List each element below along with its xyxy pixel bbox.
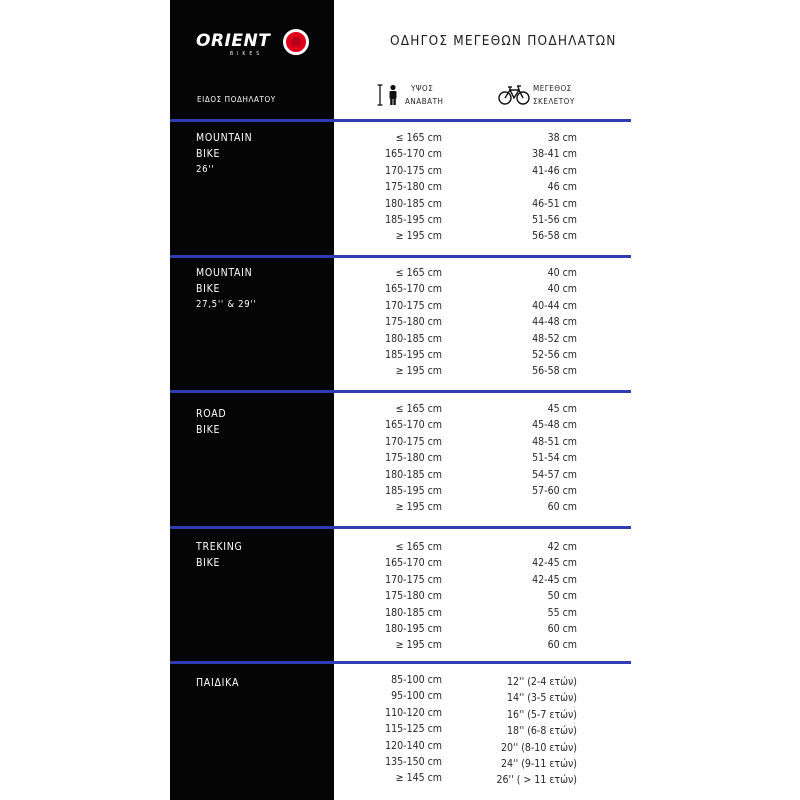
height-cell: 95-100 cm xyxy=(391,690,442,703)
section-label-line: 27,5'' & 29'' xyxy=(196,299,257,310)
height-cell: 175-180 cm xyxy=(385,316,442,329)
frame-cell: 16'' (5-7 ετών) xyxy=(507,708,577,721)
height-cell: 165-170 cm xyxy=(385,557,442,570)
frame-cell: 46-51 cm xyxy=(532,197,577,210)
rider-height-icon xyxy=(377,84,403,106)
frame-cell: 60 cm xyxy=(547,622,577,635)
section-divider xyxy=(170,390,631,393)
section-label-road xyxy=(196,407,226,438)
height-list xyxy=(354,672,442,787)
frame-column-header xyxy=(533,82,575,108)
frame-cell: 60 cm xyxy=(547,501,577,514)
section-label-line: BIKE xyxy=(196,556,221,569)
orient-logo xyxy=(196,27,312,67)
height-list xyxy=(354,130,442,245)
frame-list xyxy=(467,539,577,654)
page-title: ΟΔΗΓΟΣ ΜΕΓΕΘΩΝ ΠΟΔΗΛΑΤΩΝ xyxy=(390,33,617,49)
height-cell: 180-185 cm xyxy=(385,606,442,619)
section-label-line: BIKE xyxy=(196,423,221,436)
height-cell: 165-170 cm xyxy=(385,419,442,432)
height-cell: 180-185 cm xyxy=(385,332,442,345)
height-cell: 185-195 cm xyxy=(385,213,442,226)
height-cell: 175-180 cm xyxy=(385,590,442,603)
height-cell: 110-120 cm xyxy=(385,706,442,719)
section-divider xyxy=(170,119,631,122)
frame-cell: 50 cm xyxy=(547,590,577,603)
height-column-header xyxy=(405,82,443,108)
bicycle-icon xyxy=(498,84,530,106)
frame-cell: 18'' (6-8 ετών) xyxy=(507,725,577,738)
frame-cell: 40-44 cm xyxy=(532,299,577,312)
frame-cell: 60 cm xyxy=(547,639,577,652)
section-label-kids xyxy=(196,676,239,692)
height-cell: 170-175 cm xyxy=(385,164,442,177)
height-cell: ≤ 165 cm xyxy=(395,132,442,144)
brand-name: ORIENT xyxy=(196,31,271,51)
section-label-line: BIKE xyxy=(196,147,221,160)
height-cell: ≤ 165 cm xyxy=(395,403,442,415)
frame-cell: 40 cm xyxy=(547,267,577,279)
height-cell: 180-195 cm xyxy=(385,622,442,635)
height-cell: 185-195 cm xyxy=(385,348,442,361)
height-list xyxy=(354,539,442,654)
height-list xyxy=(354,401,442,516)
frame-cell: 48-52 cm xyxy=(532,332,577,345)
frame-cell: 42 cm xyxy=(547,541,577,553)
section-label-treking xyxy=(196,540,243,571)
section-divider xyxy=(170,661,631,664)
frame-header-line1: ΜΕΓΕΘΟΣ xyxy=(533,84,572,93)
height-cell: 170-175 cm xyxy=(385,299,442,312)
height-cell: ≥ 195 cm xyxy=(395,639,442,652)
height-cell: ≥ 195 cm xyxy=(395,501,442,514)
height-cell: 175-180 cm xyxy=(385,181,442,194)
frame-header-line2: ΣΚΕΛΕΤΟΥ xyxy=(533,97,575,106)
height-cell: 170-175 cm xyxy=(385,435,442,448)
frame-cell: 38-41 cm xyxy=(532,148,577,161)
height-cell: ≥ 195 cm xyxy=(395,230,442,243)
frame-cell: 54-57 cm xyxy=(532,468,577,481)
height-cell: 115-125 cm xyxy=(385,723,442,736)
frame-cell: 51-56 cm xyxy=(532,213,577,226)
frame-list xyxy=(467,674,577,789)
section-divider xyxy=(170,255,631,258)
frame-cell: 24'' (9-11 ετών) xyxy=(501,757,577,770)
section-label-line: MOUNTAIN xyxy=(196,267,253,279)
section-label-line: TREKING xyxy=(196,541,243,553)
frame-cell: 20'' (8-10 ετών) xyxy=(501,741,577,754)
height-cell: 180-185 cm xyxy=(385,197,442,210)
frame-cell: 52-56 cm xyxy=(532,348,577,361)
height-cell: 165-170 cm xyxy=(385,148,442,161)
frame-cell: 55 cm xyxy=(547,606,577,619)
section-label-mountain-26 xyxy=(196,131,252,178)
height-header-line2: ΑΝΑΒΑΤΗ xyxy=(405,97,444,106)
section-label-line: ΠΑΙΔΙΚΑ xyxy=(196,677,240,689)
height-cell: 120-140 cm xyxy=(385,739,442,752)
frame-cell: 42-45 cm xyxy=(532,573,577,586)
height-cell: ≤ 165 cm xyxy=(395,541,442,553)
frame-cell: 12'' (2-4 ετών) xyxy=(507,676,577,688)
frame-cell: 26'' ( > 11 ετών) xyxy=(496,774,577,787)
height-header-line1: ΥΨΟΣ xyxy=(411,84,434,93)
frame-cell: 46 cm xyxy=(547,181,577,194)
height-cell: 165-170 cm xyxy=(385,283,442,296)
frame-cell: 45 cm xyxy=(547,403,577,415)
frame-cell: 38 cm xyxy=(547,132,577,144)
height-list xyxy=(354,265,442,380)
frame-cell: 51-54 cm xyxy=(532,452,577,465)
height-cell: ≥ 145 cm xyxy=(395,772,442,785)
height-cell: 85-100 cm xyxy=(391,674,442,686)
height-cell: 180-185 cm xyxy=(385,468,442,481)
height-cell: ≥ 195 cm xyxy=(395,365,442,378)
frame-cell: 57-60 cm xyxy=(532,484,577,497)
frame-cell: 14'' (3-5 ετών) xyxy=(507,692,577,705)
section-label-line: BIKE xyxy=(196,282,221,295)
frame-cell: 40 cm xyxy=(547,283,577,296)
section-label-line: MOUNTAIN xyxy=(196,132,253,144)
frame-list xyxy=(467,130,577,245)
frame-cell: 42-45 cm xyxy=(532,557,577,570)
height-cell: 175-180 cm xyxy=(385,452,442,465)
frame-list xyxy=(467,401,577,516)
frame-cell: 48-51 cm xyxy=(532,435,577,448)
type-column-header: ΕΙΔΟΣ ΠΟΔΗΛΑΤΟΥ xyxy=(197,95,276,104)
section-divider xyxy=(170,526,631,529)
section-label-line: 26'' xyxy=(196,164,215,175)
height-cell: ≤ 165 cm xyxy=(395,267,442,279)
height-cell: 170-175 cm xyxy=(385,573,442,586)
frame-cell: 56-58 cm xyxy=(532,365,577,378)
height-cell: 185-195 cm xyxy=(385,484,442,497)
frame-cell: 44-48 cm xyxy=(532,316,577,329)
logo-circle-icon xyxy=(283,29,309,55)
frame-cell: 45-48 cm xyxy=(532,419,577,432)
frame-cell: 41-46 cm xyxy=(532,164,577,177)
section-label-mountain-275-29 xyxy=(196,266,256,313)
height-cell: 135-150 cm xyxy=(385,755,442,768)
section-label-line: ROAD xyxy=(196,408,227,420)
frame-list xyxy=(467,265,577,380)
brand-sub: BIKES xyxy=(230,51,264,57)
frame-cell: 56-58 cm xyxy=(532,230,577,243)
